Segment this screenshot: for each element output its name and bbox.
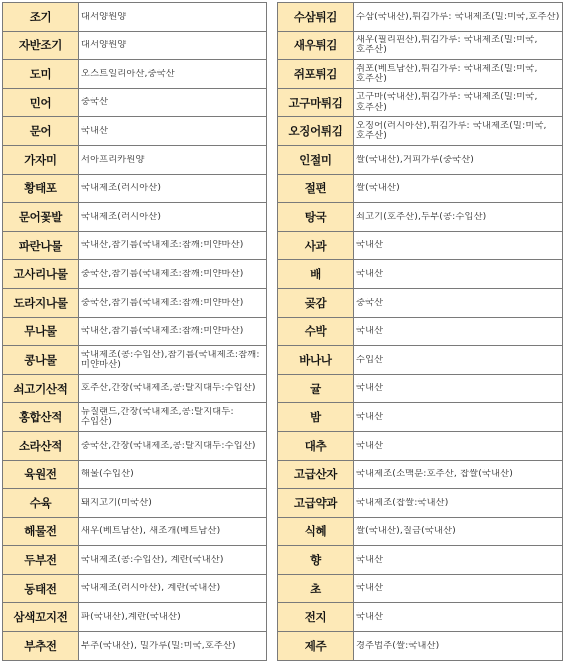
item-origin-cell (354, 517, 563, 546)
item-origin: 쥐포(베트남산),튀김가루: 국내제조(밀:미국,호주산) (356, 63, 538, 84)
item-name: 소라산적 (3, 431, 79, 460)
item-origin: 대서양원양 (81, 40, 127, 51)
item-name: 문어 (3, 117, 79, 146)
item-origin-cell (79, 174, 267, 203)
item-origin-cell (79, 3, 267, 32)
item-name: 고급약과 (278, 489, 354, 518)
item-origin-cell (354, 460, 563, 489)
table-row (278, 260, 563, 289)
item-origin: 파(국내산),계란(국내산) (81, 612, 181, 623)
item-name: 콩나물 (3, 346, 79, 375)
item-origin: 대서양원양 (81, 11, 127, 22)
item-origin-cell (354, 145, 563, 174)
item-origin: 새우(필리핀산),튀김가루: 국내제조(밀:미국,호주산) (356, 34, 538, 56)
item-origin-cell (79, 517, 267, 546)
table-row (3, 431, 267, 460)
item-name: 황태포 (3, 174, 79, 203)
item-name: 쇠고기산적 (3, 374, 79, 403)
item-origin: 돼지고기(미국산) (81, 497, 153, 508)
table-row (3, 260, 267, 289)
item-origin-cell (354, 489, 563, 518)
item-origin: 쌀(국내산),거피가루(중국산) (356, 154, 475, 165)
item-origin-cell (79, 403, 267, 432)
item-name: 고급산자 (278, 460, 354, 489)
item-name: 향 (278, 546, 354, 575)
item-origin: 수삼(국내산),튀김가루: 국내제조(밀:미국,호주산) (356, 11, 560, 22)
item-origin: 국내산 (356, 554, 384, 565)
item-origin-cell (354, 31, 563, 60)
item-origin-cell (354, 632, 563, 661)
item-origin: 중국산 (81, 97, 109, 108)
origin-table-left-body (3, 3, 267, 661)
table-row (3, 317, 267, 346)
table-row (3, 603, 267, 632)
item-origin-cell (79, 117, 267, 146)
item-name: 새우튀김 (278, 31, 354, 60)
item-origin-cell (354, 231, 563, 260)
item-origin: 국내제조(콩:수입산),참기름(국내제조:참깨:미얀마산) (81, 349, 260, 370)
item-origin: 쇠고기(호주산),두부(콩:수입산) (356, 211, 487, 222)
table-row (3, 117, 267, 146)
table-row (3, 460, 267, 489)
table-row (3, 517, 267, 546)
table-row (3, 203, 267, 232)
table-row (278, 174, 563, 203)
table-row (3, 174, 267, 203)
item-origin-cell (354, 546, 563, 575)
origin-table-left (2, 2, 267, 661)
item-origin: 해물(수입산) (81, 469, 134, 480)
item-origin-cell (354, 260, 563, 289)
item-name: 수육 (3, 489, 79, 518)
item-origin-cell (354, 403, 563, 432)
item-origin-cell (354, 374, 563, 403)
item-origin-cell (79, 546, 267, 575)
item-name: 해물전 (3, 517, 79, 546)
item-origin-cell (79, 145, 267, 174)
item-origin: 중국산,참기름(국내제조:참깨:미얀마산) (81, 268, 244, 279)
item-origin-cell (354, 203, 563, 232)
item-origin: 중국산 (356, 297, 384, 308)
item-origin: 국내산 (81, 125, 109, 136)
table-row (278, 431, 563, 460)
item-origin-cell (79, 603, 267, 632)
item-origin: 국내산 (356, 383, 384, 394)
item-origin-cell (354, 3, 563, 32)
item-origin: 국내산 (356, 411, 384, 422)
item-origin-cell (79, 231, 267, 260)
item-origin-cell (79, 260, 267, 289)
item-name: 인절미 (278, 145, 354, 174)
item-name: 동태전 (3, 574, 79, 603)
item-name: 밤 (278, 403, 354, 432)
item-origin: 중국산,참기름(국내제조:참깨:미얀마산) (81, 297, 244, 308)
item-origin: 국내제조(러시아산) (81, 183, 162, 194)
item-origin-cell (354, 603, 563, 632)
item-origin-cell (354, 117, 563, 146)
item-origin: 국내산 (356, 583, 384, 594)
table-row (278, 346, 563, 375)
item-origin-cell (79, 489, 267, 518)
item-name: 오징어튀김 (278, 117, 354, 146)
item-origin: 호주산,간장(국내제조,콩:탈지대두:수입산) (81, 383, 256, 394)
item-origin-cell (79, 574, 267, 603)
table-row (278, 31, 563, 60)
table-row (3, 60, 267, 89)
item-origin-cell (354, 288, 563, 317)
item-name: 홍합산적 (3, 403, 79, 432)
item-origin: 고구마(국내산),튀김가루: 국내제조(밀:미국,호주산) (356, 92, 538, 113)
table-row (278, 546, 563, 575)
table-row (3, 546, 267, 575)
item-origin: 중국산,간장(국내제조,콩:탈지대두:수입산) (81, 440, 256, 451)
table-row (3, 3, 267, 32)
table-row (3, 231, 267, 260)
item-origin: 오스트일리아산,중국산 (81, 68, 175, 79)
item-origin-cell (354, 317, 563, 346)
item-name: 자반조기 (3, 31, 79, 60)
item-origin-cell (354, 574, 563, 603)
table-row (278, 632, 563, 661)
item-origin: 국내산 (356, 440, 384, 451)
item-name: 파란나물 (3, 231, 79, 260)
table-row (3, 403, 267, 432)
item-name: 고사리나물 (3, 260, 79, 289)
item-origin: 국내제조(콩:수입산), 계란(국내산) (81, 554, 224, 565)
item-origin: 부추(국내산), 밀가루(밀:미국,호주산) (81, 640, 236, 651)
item-name: 문어꽃발 (3, 203, 79, 232)
item-name: 조기 (3, 3, 79, 32)
item-name: 귤 (278, 374, 354, 403)
item-origin-cell (79, 31, 267, 60)
item-origin: 국내제조(찹쌀:국내산) (356, 497, 449, 508)
item-origin-cell (79, 288, 267, 317)
table-row (278, 117, 563, 146)
item-origin: 국내산,참기름(국내제조:참깨:미얀마산) (81, 240, 244, 251)
item-origin-cell (79, 203, 267, 232)
item-name: 절편 (278, 174, 354, 203)
table-row (3, 346, 267, 375)
item-origin-cell (79, 60, 267, 89)
item-origin: 국내산 (356, 268, 384, 279)
table-row (278, 3, 563, 32)
item-origin: 서아프리카원양 (81, 154, 145, 165)
item-name: 대추 (278, 431, 354, 460)
table-row (3, 145, 267, 174)
item-origin-cell (79, 632, 267, 661)
table-row (3, 288, 267, 317)
item-origin-cell (354, 88, 563, 117)
table-row (3, 374, 267, 403)
item-name: 바나나 (278, 346, 354, 375)
table-row (278, 403, 563, 432)
table-row (278, 574, 563, 603)
item-name: 초 (278, 574, 354, 603)
item-origin-cell (354, 431, 563, 460)
table-row (278, 489, 563, 518)
item-origin-cell (79, 317, 267, 346)
item-origin-cell (354, 346, 563, 375)
origin-tables (2, 2, 563, 661)
item-name: 제주 (278, 632, 354, 661)
item-origin: 국내산 (356, 612, 384, 623)
table-row (278, 603, 563, 632)
item-name: 도미 (3, 60, 79, 89)
item-name: 수박 (278, 317, 354, 346)
item-origin: 국내제조(러시아산), 계란(국내산) (81, 583, 221, 594)
item-origin-cell (354, 174, 563, 203)
origin-table-right-body (278, 3, 563, 661)
table-row (278, 317, 563, 346)
table-row (278, 60, 563, 89)
item-name: 전지 (278, 603, 354, 632)
item-origin-cell (79, 460, 267, 489)
table-row (278, 460, 563, 489)
item-origin: 쌀(국내산),질금(국내산) (356, 526, 456, 537)
table-row (278, 231, 563, 260)
table-row (278, 288, 563, 317)
item-origin-cell (79, 374, 267, 403)
table-row (3, 489, 267, 518)
item-name: 곶감 (278, 288, 354, 317)
item-name: 두부전 (3, 546, 79, 575)
item-name: 탕국 (278, 203, 354, 232)
item-origin: 국내산 (356, 326, 384, 337)
item-origin: 국내제조(러시아산) (81, 211, 162, 222)
item-name: 육원전 (3, 460, 79, 489)
item-name: 민어 (3, 88, 79, 117)
item-origin: 오징어(러시아산),튀김가루: 국내제조(밀:미국,호주산) (356, 120, 547, 142)
item-origin: 뉴질랜드,간장(국내제조,콩:탈지대두:수입산) (81, 406, 234, 428)
item-origin: 국내산,참기름(국내제조:참깨:미얀마산) (81, 326, 244, 337)
item-name: 쥐포튀김 (278, 60, 354, 89)
item-name: 배 (278, 260, 354, 289)
table-row (278, 88, 563, 117)
item-origin: 쌀(국내산) (356, 183, 400, 194)
table-row (3, 31, 267, 60)
item-origin: 경주법주(쌀:국내산) (356, 640, 440, 651)
table-row (278, 517, 563, 546)
table-row (3, 88, 267, 117)
item-origin-cell (79, 346, 267, 375)
item-name: 가자미 (3, 145, 79, 174)
item-name: 수삼튀김 (278, 3, 354, 32)
item-name: 식혜 (278, 517, 354, 546)
item-name: 부추전 (3, 632, 79, 661)
item-name: 삼색꼬지전 (3, 603, 79, 632)
item-origin-cell (354, 60, 563, 89)
table-row (3, 632, 267, 661)
table-row (278, 374, 563, 403)
item-name: 무나물 (3, 317, 79, 346)
origin-table-right (277, 2, 563, 661)
table-row (278, 145, 563, 174)
item-origin: 수입산 (356, 354, 384, 365)
item-origin: 국내산 (356, 240, 384, 251)
item-name: 도라지나물 (3, 288, 79, 317)
item-name: 사과 (278, 231, 354, 260)
item-name: 고구마튀김 (278, 88, 354, 117)
item-origin-cell (79, 431, 267, 460)
item-origin: 새우(베트남산), 새조개(베트남산) (81, 526, 221, 537)
table-row (278, 203, 563, 232)
item-origin-cell (79, 88, 267, 117)
item-origin: 국내제조(소맥분:호주산, 찹쌀(국내산) (356, 469, 514, 480)
table-row (3, 574, 267, 603)
